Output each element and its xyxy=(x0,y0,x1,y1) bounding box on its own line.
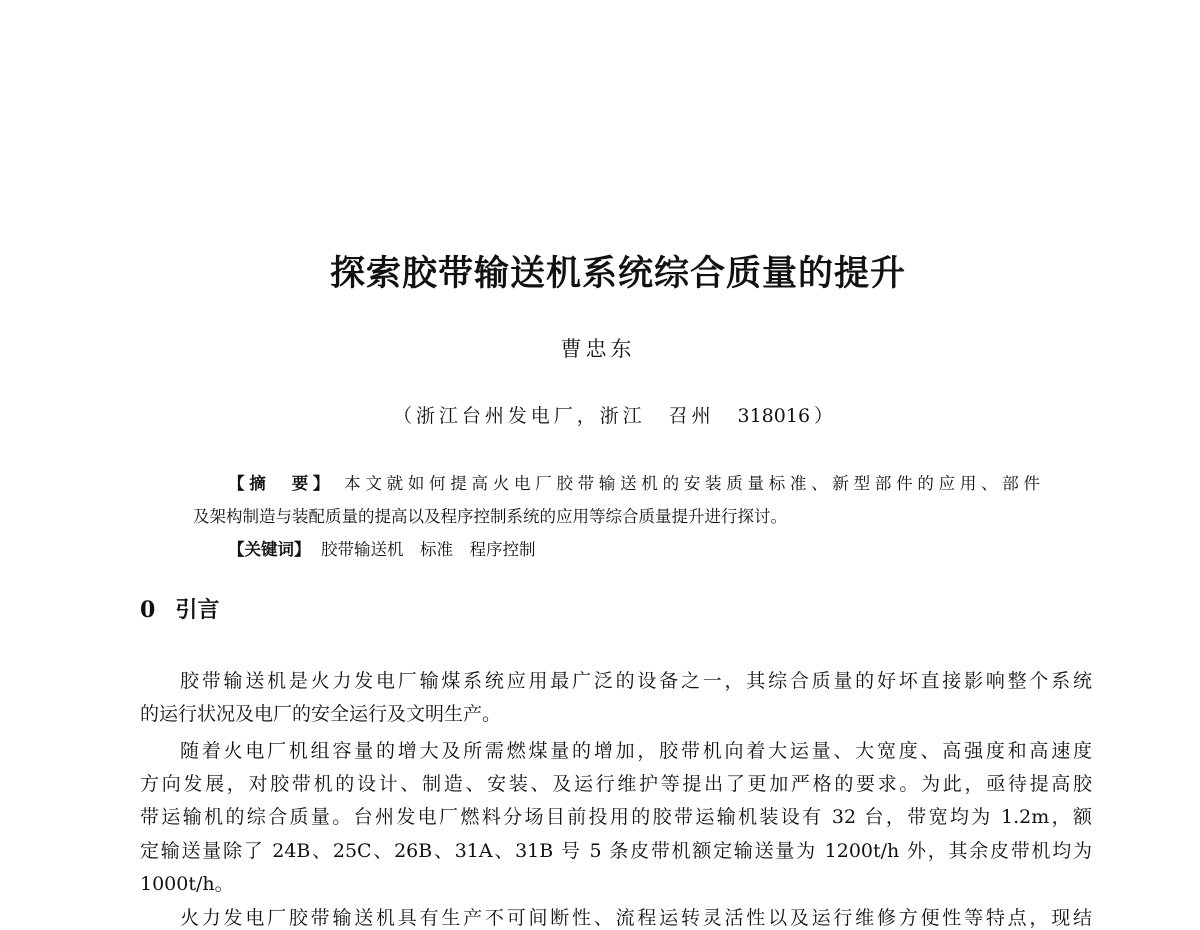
body-line: 1000t/h。 xyxy=(140,873,234,895)
section-number: 0 xyxy=(140,597,156,623)
body-line: 定输送量除了 24B、25C、26B、31A、31B 号 5 条皮带机额定输送量为 1200t/h 外，其余皮带机均为 xyxy=(140,840,1092,862)
keywords-line xyxy=(228,536,536,560)
abstract-line-2: 及架构制造与装配质量的提高以及程序控制系统的应用等综合质量提升进行探讨。 xyxy=(193,507,787,526)
abstract-label: 【摘 要】 xyxy=(228,474,335,493)
body-line: 方向发展，对胶带机的设计、制造、安装、及运行维护等提出了更加严格的要求。为此，亟待提高胶 xyxy=(140,773,1092,795)
body-line: 随着火电厂机组容量的增大及所需燃煤量的增加，胶带机向着大运量、大宽度、高强度和高速度 xyxy=(180,740,1092,762)
keywords-text: 胶带输送机 标准 程序控制 xyxy=(321,540,536,559)
body-line: 带运输机的综合质量。台州发电厂燃料分场目前投用的胶带运输机装设有 32 台，带宽均为 1.2m，额 xyxy=(140,806,1092,828)
abstract-text: 本文就如何提高火电厂胶带输送机的安装质量标准、新型部件的应用、部件 xyxy=(344,474,1041,493)
keywords-label: 【关键词】 xyxy=(228,540,311,559)
affiliation: （浙江台州发电厂，浙江 召州 318016） xyxy=(393,405,833,427)
body-line: 火力发电厂胶带输送机具有生产不可间断性、流程运转灵活性以及运行维修方便性等特点，现结 xyxy=(180,907,1092,929)
body-line: 的运行状况及电厂的安全运行及文明生产。 xyxy=(140,703,502,725)
body-line: 胶带输送机是火力发电厂输煤系统应用最广泛的设备之一，其综合质量的好坏直接影响整个系统 xyxy=(180,670,1092,692)
section-heading xyxy=(140,593,219,624)
section-title: 引言 xyxy=(175,597,220,623)
paper-title: 探索胶带输送机系统综合质量的提升 xyxy=(329,253,906,294)
author-name: 曹忠东 xyxy=(560,337,636,361)
abstract-line-1 xyxy=(228,470,1040,494)
